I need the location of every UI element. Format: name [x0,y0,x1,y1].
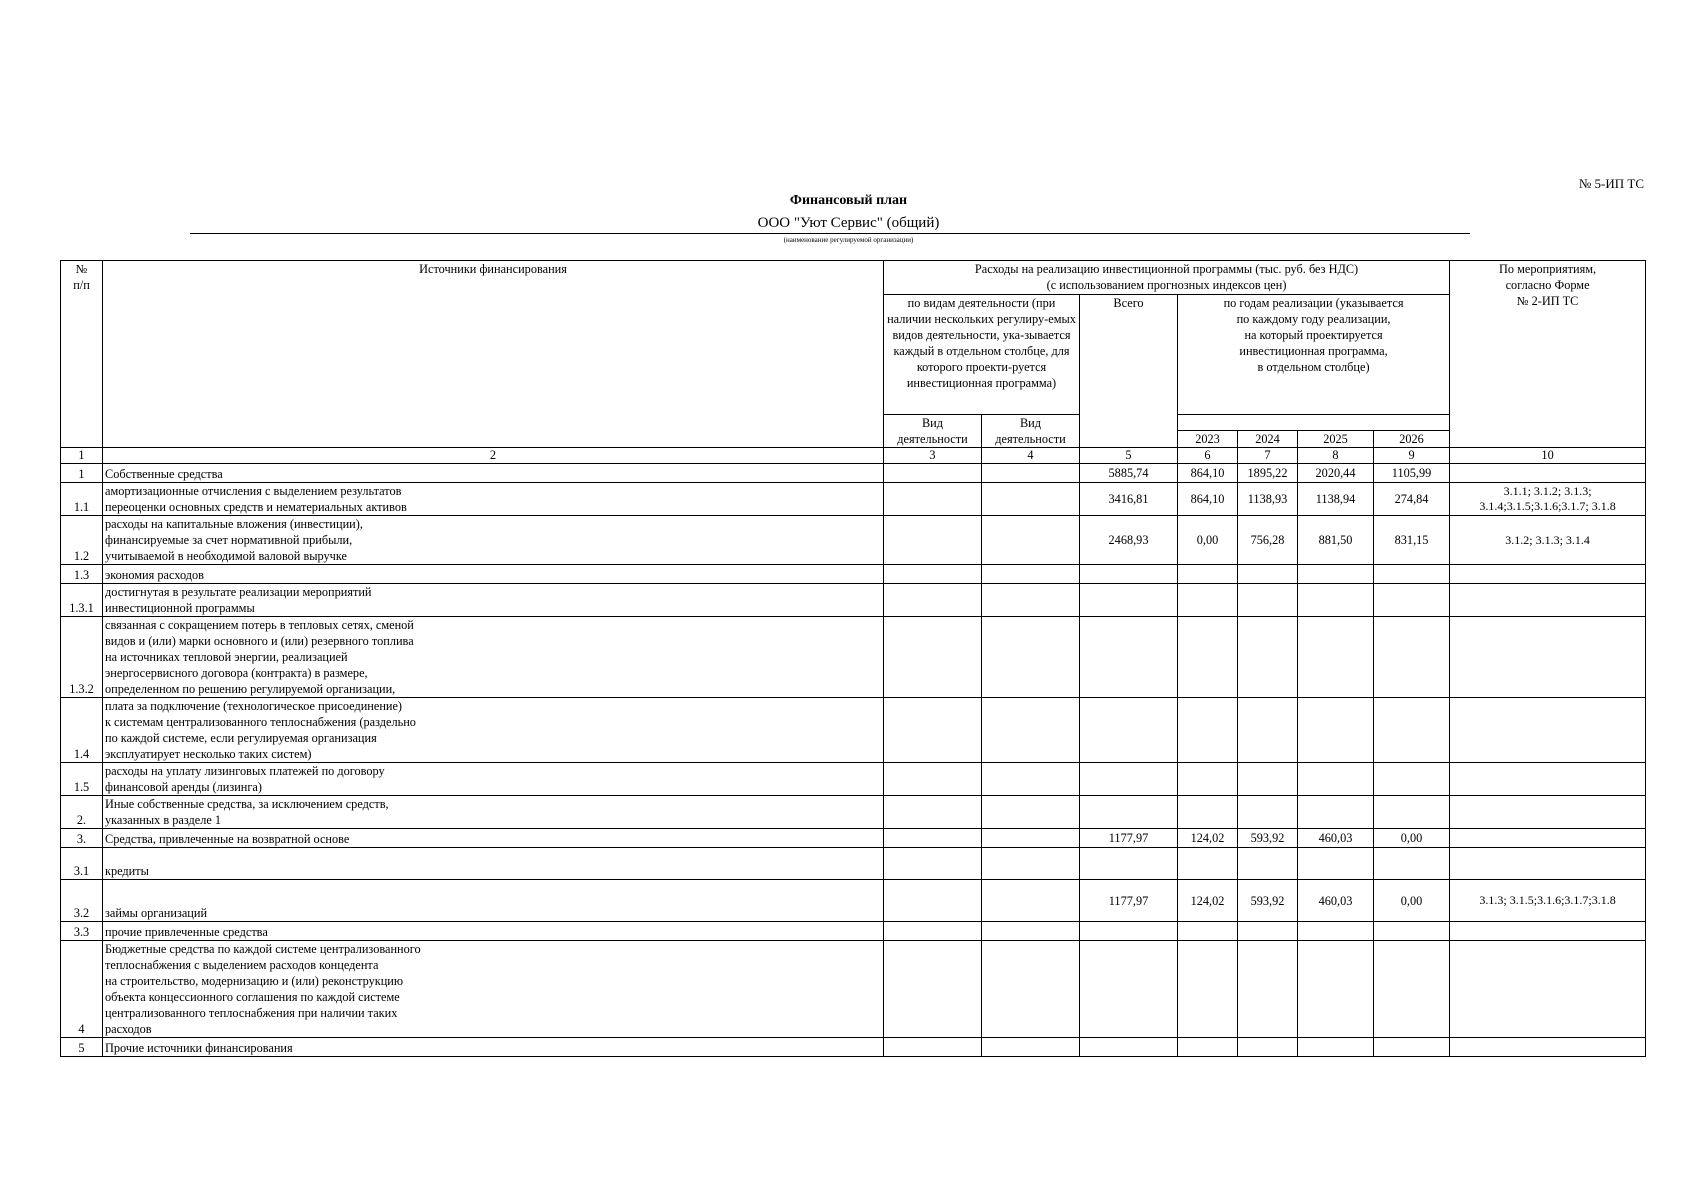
row-value-2024 [1238,617,1298,698]
row-value-2023 [1178,565,1238,584]
row-value-2023: 124,02 [1178,880,1238,922]
row-value-2026: 831,15 [1374,516,1450,565]
row-activity-b [982,698,1080,763]
row-total [1080,1038,1178,1057]
row-source-name: кредиты [103,848,884,880]
table-row [61,880,1646,922]
row-source-name: связанная с сокращением потерь в тепловых сетях, сменой видов и (или) марки основного и (или) резервного топлива на источниках тепловой энергии, реализацией энергосервисного договора (контракта) в размере, определенном по решению регулируемой организации, [103,617,884,698]
header-year-2025: 2025 [1298,431,1374,448]
row-activity-b [982,464,1080,483]
row-number: 5 [61,1038,103,1057]
row-value-2025 [1298,848,1374,880]
table-row [61,796,1646,829]
row-value-2024: 1895,22 [1238,464,1298,483]
row-measures: 3.1.3; 3.1.5;3.1.6;3.1.7;3.1.8 [1450,880,1646,922]
row-source-name: Бюджетные средства по каждой системе централизованного теплоснабжения с выделением расходов концедента на строительство, модернизацию и (или) реконструкцию объекта концессионного соглашения по каждой системе централизованного теплоснабжения при наличии таких расходов [103,941,884,1038]
column-number: 8 [1298,448,1374,464]
row-measures [1450,584,1646,617]
row-measures [1450,796,1646,829]
column-number: 7 [1238,448,1298,464]
header-no: № п/п [61,261,103,448]
row-source-name: экономия расходов [103,565,884,584]
row-value-2025 [1298,698,1374,763]
header-measures: По мероприятиям, согласно Форме № 2-ИП ТС [1450,261,1646,448]
header-sources: Источники финансирования [103,261,884,448]
row-activity-a [884,763,982,796]
row-value-2026 [1374,584,1450,617]
column-number: 3 [884,448,982,464]
row-source-name: расходы на капитальные вложения (инвестиции), финансируемые за счет нормативной прибыли, учитываемой в необходимой валовой выручке [103,516,884,565]
row-value-2024 [1238,1038,1298,1057]
table-row [61,922,1646,941]
row-source-name: плата за подключение (технологическое присоединение) к системам централизованного теплоснабжения (раздельно по каждой системе, если регулируемая организация эксплуатирует несколько таких систем) [103,698,884,763]
row-value-2025: 460,03 [1298,829,1374,848]
row-value-2025: 881,50 [1298,516,1374,565]
header-year-2023: 2023 [1178,431,1238,448]
row-total: 3416,81 [1080,483,1178,516]
row-value-2023 [1178,617,1238,698]
row-total: 2468,93 [1080,516,1178,565]
row-activity-a [884,698,982,763]
header-activity-a: Вид деятельности [884,415,982,448]
row-total [1080,922,1178,941]
table-row [61,763,1646,796]
row-activity-a [884,483,982,516]
row-value-2025: 1138,94 [1298,483,1374,516]
table-header [61,261,1646,464]
row-value-2023: 0,00 [1178,516,1238,565]
row-measures: 3.1.2; 3.1.3; 3.1.4 [1450,516,1646,565]
row-measures [1450,848,1646,880]
row-value-2024 [1238,941,1298,1038]
table-row [61,941,1646,1038]
row-source-name: Средства, привлеченные на возвратной основе [103,829,884,848]
row-value-2026 [1374,848,1450,880]
table-row [61,617,1646,698]
row-activity-a [884,848,982,880]
row-source-name: достигнутая в результате реализации мероприятий инвестиционной программы [103,584,884,617]
row-source-name: расходы на уплату лизинговых платежей по договору финансовой аренды (лизинга) [103,763,884,796]
row-total [1080,617,1178,698]
row-measures [1450,763,1646,796]
header-year-2026: 2026 [1374,431,1450,448]
row-value-2025 [1298,922,1374,941]
row-activity-a [884,617,982,698]
column-number: 6 [1178,448,1238,464]
row-activity-a [884,922,982,941]
row-value-2026: 1105,99 [1374,464,1450,483]
header-year-2024: 2024 [1238,431,1298,448]
row-value-2023 [1178,941,1238,1038]
row-value-2024 [1238,763,1298,796]
row-value-2024 [1238,922,1298,941]
table-row [61,829,1646,848]
row-value-2026 [1374,698,1450,763]
table-row [61,1038,1646,1057]
table-row [61,565,1646,584]
row-value-2025 [1298,796,1374,829]
row-value-2023 [1178,1038,1238,1057]
header-by-years: по годам реализации (указывается по каждому году реализации, на который проектируется инвестиционная программа, в отдельном столбце) [1178,295,1450,415]
row-value-2023 [1178,922,1238,941]
row-total [1080,763,1178,796]
row-value-2025 [1298,584,1374,617]
row-measures [1450,617,1646,698]
row-activity-a [884,584,982,617]
row-value-2024: 593,92 [1238,880,1298,922]
row-value-2024 [1238,584,1298,617]
row-source-name: займы организаций [103,880,884,922]
row-value-2023 [1178,796,1238,829]
table-row [61,584,1646,617]
row-activity-b [982,516,1080,565]
row-number: 4 [61,941,103,1038]
row-activity-a [884,1038,982,1057]
column-number: 10 [1450,448,1646,464]
row-number: 1.4 [61,698,103,763]
row-number: 1.3.1 [61,584,103,617]
row-activity-b [982,763,1080,796]
row-measures [1450,698,1646,763]
row-value-2024: 593,92 [1238,829,1298,848]
row-activity-a [884,796,982,829]
row-number: 2. [61,796,103,829]
row-number: 3.1 [61,848,103,880]
header-total: Всего [1080,295,1178,448]
table-row [61,848,1646,880]
row-total [1080,796,1178,829]
row-activity-a [884,565,982,584]
row-number: 1.3.2 [61,617,103,698]
row-value-2026 [1374,796,1450,829]
column-number: 9 [1374,448,1450,464]
row-value-2025 [1298,941,1374,1038]
table-row [61,516,1646,565]
row-value-2024: 756,28 [1238,516,1298,565]
row-activity-b [982,922,1080,941]
row-activity-b [982,1038,1080,1057]
document-title: Финансовый план [789,193,908,208]
row-value-2026: 274,84 [1374,483,1450,516]
column-number: 2 [103,448,884,464]
row-source-name: Иные собственные средства, за исключением средств, указанных в разделе 1 [103,796,884,829]
row-number: 1.1 [61,483,103,516]
row-value-2026 [1374,617,1450,698]
organization-name: ООО "Уют Сервис" (общий) [757,215,940,231]
organization-caption: (наименование регулируемой организации) [783,236,914,244]
row-activity-a [884,880,982,922]
row-total [1080,941,1178,1038]
column-number: 4 [982,448,1080,464]
row-value-2026: 0,00 [1374,880,1450,922]
header-expenses: Расходы на реализацию инвестиционной программы (тыс. руб. без НДС) (с использованием прогнозных индексов цен) [884,261,1450,295]
row-source-name: Прочие источники финансирования [103,1038,884,1057]
column-number: 1 [61,448,103,464]
row-activity-a [884,464,982,483]
row-value-2025: 2020,44 [1298,464,1374,483]
row-measures [1450,829,1646,848]
column-number: 5 [1080,448,1178,464]
row-value-2026: 0,00 [1374,829,1450,848]
organization-underline [190,233,1470,234]
row-source-name: амортизационные отчисления с выделением результатов переоценки основных средств и нематериальных активов [103,483,884,516]
row-number: 3.3 [61,922,103,941]
row-value-2024: 1138,93 [1238,483,1298,516]
row-value-2023 [1178,584,1238,617]
row-total [1080,848,1178,880]
row-value-2026 [1374,1038,1450,1057]
header-by-activity: по видам деятельности (при наличии нескольких регулиру-емых видов деятельности, ука-зывается каждый в отдельном столбце, для которого проекти-руется инвестиционная программа) [884,295,1080,415]
row-source-name: прочие привлеченные средства [103,922,884,941]
row-value-2024 [1238,796,1298,829]
row-value-2025 [1298,617,1374,698]
header-years-spacer [1178,415,1450,431]
row-activity-b [982,617,1080,698]
row-total: 5885,74 [1080,464,1178,483]
row-value-2023 [1178,698,1238,763]
row-number: 3.2 [61,880,103,922]
row-number: 1 [61,464,103,483]
row-value-2023 [1178,848,1238,880]
row-number: 1.5 [61,763,103,796]
row-activity-b [982,848,1080,880]
row-number: 3. [61,829,103,848]
row-total: 1177,97 [1080,880,1178,922]
row-measures [1450,464,1646,483]
row-activity-b [982,880,1080,922]
row-value-2024 [1238,848,1298,880]
row-activity-b [982,941,1080,1038]
row-value-2026 [1374,941,1450,1038]
row-value-2023 [1178,763,1238,796]
row-total [1080,584,1178,617]
table-row [61,483,1646,516]
row-total [1080,565,1178,584]
row-measures [1450,565,1646,584]
row-measures [1450,941,1646,1038]
row-value-2023: 864,10 [1178,483,1238,516]
row-number: 1.2 [61,516,103,565]
row-measures [1450,1038,1646,1057]
row-value-2025: 460,03 [1298,880,1374,922]
row-activity-b [982,796,1080,829]
header-activity-b: Вид деятельности [982,415,1080,448]
row-activity-a [884,829,982,848]
row-value-2023: 124,02 [1178,829,1238,848]
row-activity-b [982,565,1080,584]
row-measures [1450,922,1646,941]
table-row [61,464,1646,483]
row-value-2026 [1374,922,1450,941]
form-number: № 5-ИП ТС [1578,176,1644,191]
row-activity-b [982,829,1080,848]
row-value-2024 [1238,565,1298,584]
financial-plan-table [60,260,1646,1057]
row-measures: 3.1.1; 3.1.2; 3.1.3; 3.1.4;3.1.5;3.1.6;3.1.7; 3.1.8 [1450,483,1646,516]
row-value-2026 [1374,763,1450,796]
row-value-2024 [1238,698,1298,763]
row-activity-b [982,584,1080,617]
table-row [61,698,1646,763]
row-activity-a [884,516,982,565]
row-value-2025 [1298,763,1374,796]
row-value-2025 [1298,565,1374,584]
row-value-2025 [1298,1038,1374,1057]
row-value-2026 [1374,565,1450,584]
row-activity-b [982,483,1080,516]
row-activity-a [884,941,982,1038]
table-body [61,464,1646,1057]
row-value-2023: 864,10 [1178,464,1238,483]
row-total: 1177,97 [1080,829,1178,848]
row-total [1080,698,1178,763]
column-number-row [61,448,1646,464]
row-number: 1.3 [61,565,103,584]
row-source-name: Собственные средства [103,464,884,483]
